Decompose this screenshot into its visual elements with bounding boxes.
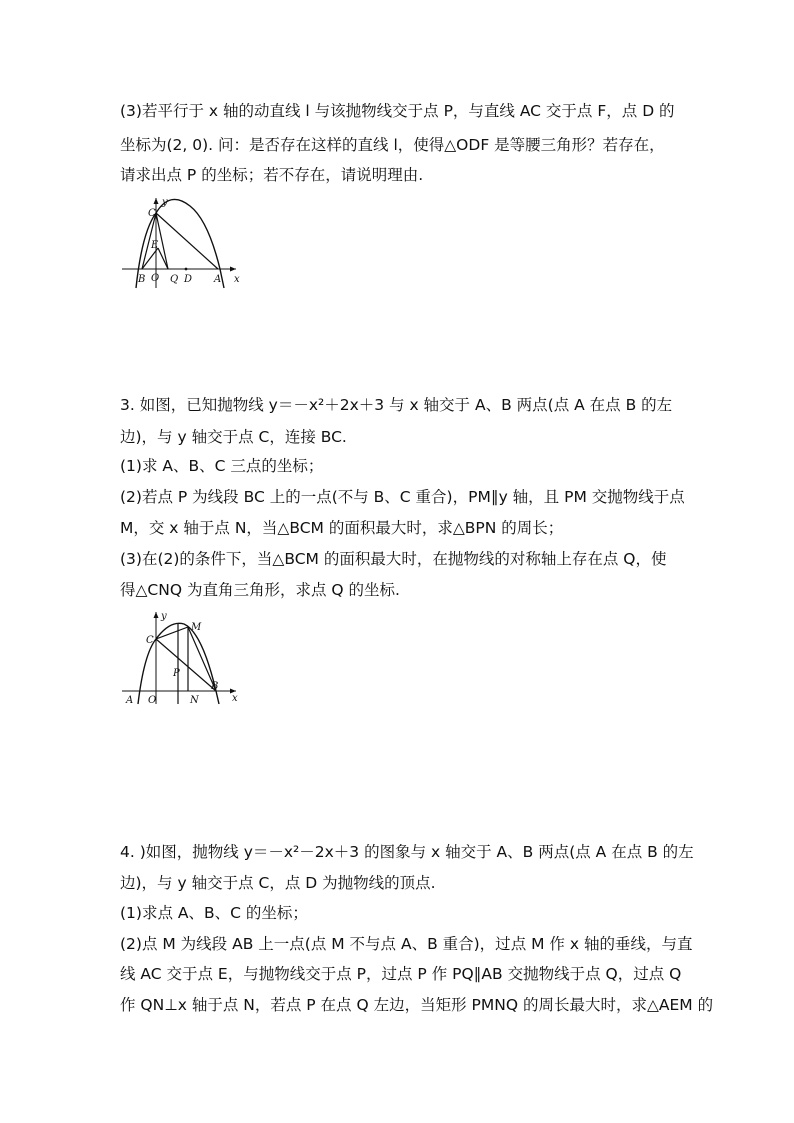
label-P: P [173, 668, 180, 679]
label-A: A [126, 695, 134, 706]
p3-line6: (3)在(2)的条件下，当△BCM 的面积最大时，在抛物线的对称轴上存在点 Q，使 [120, 550, 667, 568]
label-M: M [191, 622, 202, 633]
figure-1-parabola-diagram [118, 192, 248, 292]
p4-line3: (1)求点 A、B、C 的坐标； [120, 904, 308, 922]
p3-line3: (1)求 A、B、C 三点的坐标； [120, 457, 324, 475]
label-x: x [234, 274, 240, 285]
point-D [185, 268, 188, 271]
p2-part3-line1: (3)若平行于 x 轴的动直线 l 与该抛物线交于点 P，与直线 AC 交于点 F，点 D 的 [120, 102, 675, 120]
p3-line7: 得△CNQ 为直角三角形，求点 Q 的坐标. [120, 581, 400, 599]
segment-CA [156, 213, 218, 269]
label-C: C [148, 208, 156, 219]
p3-line2: 边)，与 y 轴交于点 C，连接 BC. [120, 428, 347, 446]
p3-line4: (2)若点 P 为线段 BC 上的一点(不与 B、C 重合)，PM∥y 轴，且 PM 交抛物线于点 [120, 488, 685, 506]
segment-CB [156, 639, 219, 692]
p4-line1: 4. )如图，抛物线 y＝－x²－2x＋3 的图象与 x 轴交于 A、B 两点(点 A 在点 B 的左 [120, 843, 694, 861]
y-axis-arrow [154, 612, 159, 618]
label-O: O [151, 273, 160, 284]
label-Q: Q [170, 274, 179, 285]
p2-part3-line2: 坐标为(2, 0). 问：是否存在这样的直线 l，使得△ODF 是等腰三角形？若存在， [120, 136, 665, 154]
label-A: A [214, 274, 222, 285]
label-x: x [232, 693, 238, 704]
p4-line5: 线 AC 交于点 E，与抛物线交于点 P，过点 P 作 PQ∥AB 交抛物线于点 Q，过点 Q [120, 965, 682, 983]
label-D: D [184, 274, 193, 285]
y-axis-arrow [154, 198, 159, 204]
label-B: B [211, 681, 219, 692]
p2-part3-line3: 请求出点 P 的坐标；若不存在，请说明理由. [120, 166, 424, 184]
p4-line4: (2)点 M 为线段 AB 上一点(点 M 不与点 A、B 重合)，过点 M 作 x 轴的垂线，与直 [120, 935, 693, 953]
label-C: C [146, 635, 154, 646]
label-B: B [138, 274, 146, 285]
x-axis-arrow [230, 267, 236, 272]
label-E: E [151, 240, 159, 251]
label-y: y [161, 611, 167, 622]
p4-line6: 作 QN⊥x 轴于点 N，若点 P 在点 Q 左边，当矩形 PMNQ 的周长最大时，求△AEM 的 [120, 996, 714, 1014]
segment-EQ [158, 248, 168, 269]
figure-2-parabola-diagram [118, 604, 248, 709]
label-N: N [190, 695, 199, 706]
label-y: y [162, 197, 168, 208]
p3-line1: 3. 如图，已知抛物线 y＝－x²＋2x＋3 与 x 轴交于 A、B 两点(点 A 在点 B 的左 [120, 396, 673, 414]
label-O: O [148, 695, 157, 706]
p4-line2: 边)，与 y 轴交于点 C，点 D 为抛物线的顶点. [120, 874, 436, 892]
p3-line5: M，交 x 轴于点 N，当△BCM 的面积最大时，求△BPN 的周长； [120, 519, 564, 537]
